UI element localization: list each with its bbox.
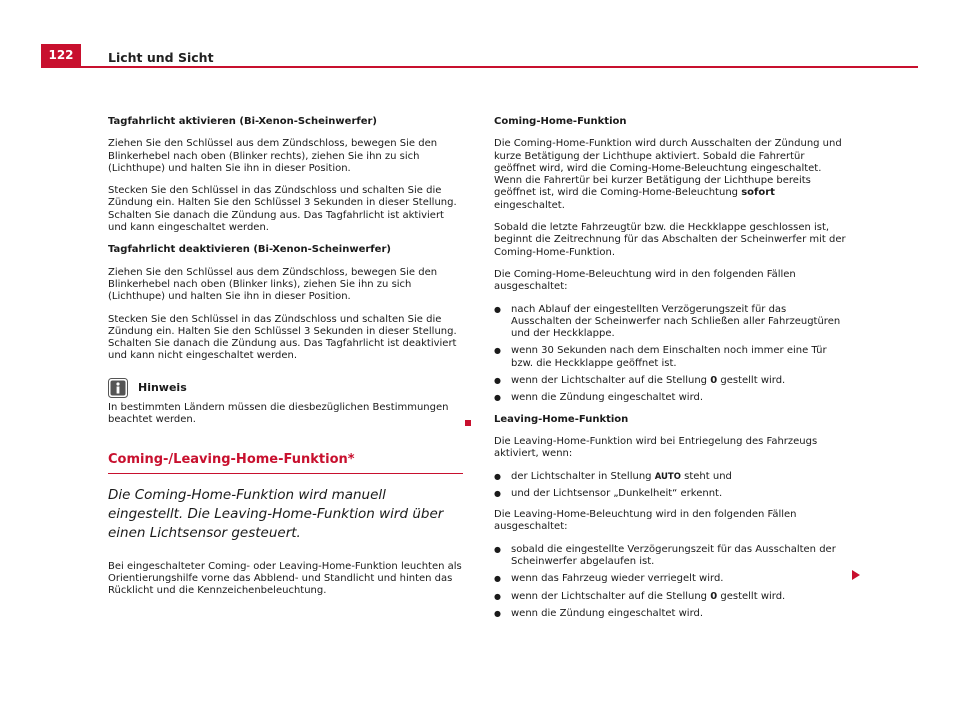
hint-header: [108, 378, 463, 398]
list-item: ● nach Ablauf der eingestellten Verzögerungszeit für das Ausschalten der Scheinwerfer nach Schließen aller Fahrzeugtüren und der Heckklappe.: [494, 304, 849, 341]
list-item-text: gestellt wird.: [720, 375, 786, 387]
list-item: ● wenn die Zündung eingeschaltet wird.: [494, 392, 849, 404]
switch-position-symbol: 0: [710, 590, 718, 602]
list-item-text: wenn der Lichtschalter auf die Stellung: [511, 375, 708, 387]
list-item: [494, 591, 849, 603]
switch-position-symbol: 0: [710, 375, 718, 387]
coming-home-off-list: [494, 304, 849, 405]
right-column: [494, 116, 849, 629]
page-number-box: [41, 44, 81, 66]
switch-position-symbol: AUTO: [654, 471, 681, 482]
list-item-text: gestellt wird.: [720, 590, 786, 602]
paragraph: [494, 138, 849, 212]
list-item-text: steht und: [684, 470, 732, 482]
list-item: [494, 471, 849, 483]
heading-drl-deactivate: Tagfahrlicht deaktivieren (Bi-Xenon-Scheinwerfer): [108, 244, 391, 256]
heading-leaving-home: Leaving-Home-Funktion: [494, 413, 629, 425]
list-item: ● wenn das Fahrzeug wieder verriegelt wird.: [494, 573, 849, 585]
paragraph: Ziehen Sie den Schlüssel aus dem Zündschloss, bewegen Sie den Blinkerhebel nach oben (Blinker links), ziehen Sie ihn zu sich (Lichthupe) und halten Sie ihn in dieser Position.: [108, 266, 438, 303]
list-item: ● wenn 30 Sekunden nach dem Einschalten noch immer eine Tür bzw. die Heckklappe geöffnet ist.: [494, 345, 849, 370]
list-item: ● sobald die eingestellte Verzögerungszeit für das Ausschalten der Scheinwerfer abgelaufen ist.: [494, 544, 849, 569]
header-rule: [41, 66, 918, 68]
page-number: 122: [48, 48, 74, 62]
emphasis-text: sofort: [741, 187, 775, 199]
paragraph-text: eingeschaltet.: [494, 199, 565, 211]
paragraph: Ziehen Sie den Schlüssel aus dem Zündschloss, bewegen Sie den Blinkerhebel nach oben (Blinker rechts), ziehen Sie ihn zu sich (Lichthupe) und halten Sie ihn in dieser Position.: [108, 138, 438, 174]
leaving-home-conditions-list: [494, 471, 849, 501]
continue-arrow-icon: [852, 570, 860, 580]
paragraph: Die Leaving-Home-Funktion wird bei Entriegelung des Fahrzeugs aktiviert, wenn:: [494, 435, 818, 460]
left-column: [108, 116, 463, 608]
info-icon: [108, 378, 128, 398]
chapter-title: Licht und Sicht: [108, 50, 214, 65]
list-item-text: wenn der Lichtschalter auf die Stellung: [511, 590, 708, 602]
heading-drl-activate: Tagfahrlicht aktivieren (Bi-Xenon-Scheinwerfer): [108, 116, 378, 127]
hint-body: [108, 402, 463, 427]
list-item-text: der Lichtschalter in Stellung: [511, 470, 652, 482]
list-item: ● wenn die Zündung eingeschaltet wird.: [494, 608, 849, 620]
section-lead: Die Coming-Home-Funktion wird manuell eingestellt. Die Leaving-Home-Funktion wird über einen Lichtsensor gesteuert.: [108, 486, 444, 541]
list-item: [494, 375, 849, 387]
paragraph: Bei eingeschalteter Coming- oder Leaving-Home-Funktion leuchten als Orientierungshilfe vorne das Abblend- und Standlicht und hinten das Rücklicht und die Kennzeichenbeleuchtung.: [108, 560, 462, 597]
paragraph: Die Leaving-Home-Beleuchtung wird in den folgenden Fällen ausgeschaltet:: [494, 509, 797, 533]
paragraph: Stecken Sie den Schlüssel in das Zündschloss und schalten Sie die Zündung ein. Halten Sie den Schlüssel 3 Sekunden in dieser Stellung. Schalten Sie danach die Zündung aus. Das Tagfahrlicht ist aktiviert und kann eingeschaltet werden.: [108, 185, 457, 234]
paragraph: Stecken Sie den Schlüssel in das Zündschloss und schalten Sie die Zündung ein. Halten Sie den Schlüssel 3 Sekunden in dieser Stellung. Schalten Sie danach die Zündung aus. Das Tagfahrlicht ist deaktiviert und kann nicht eingeschaltet werden.: [108, 313, 457, 362]
hint-text: In bestimmten Ländern müssen die diesbezüglichen Bestimmungen beachtet werden.: [108, 401, 449, 426]
heading-coming-home: Coming-Home-Funktion: [494, 116, 627, 127]
paragraph: Die Coming-Home-Beleuchtung wird in den folgenden Fällen ausgeschaltet:: [494, 268, 796, 293]
leaving-home-off-list: [494, 544, 849, 620]
section-rule: [108, 473, 463, 474]
hint-title: Hinweis: [138, 380, 187, 394]
section-title: Coming-/Leaving-Home-Funktion*: [108, 452, 355, 468]
end-of-section-mark: [465, 420, 471, 426]
list-item: ● und der Lichtsensor „Dunkelheit“ erkennt.: [494, 488, 849, 500]
paragraph-text: Die Coming-Home-Funktion wird durch Ausschalten der Zündung und kurze Betätigung der Lichthupe aktiviert. Sobald die Fahrertür geöffnet wird, wird die Coming-Home-Beleuchtung eingeschaltet. Wenn die Fahrertür bei kurzer Betätigung der Lichthupe bereits geöffnet ist, wird die Coming-Home-Beleuchtung: [494, 138, 842, 199]
paragraph: Sobald die letzte Fahrzeugtür bzw. die Heckklappe geschlossen ist, beginnt die Zeitrechnung für das Abschalten der Scheinwerfer mit der Coming-Home-Funktion.: [494, 222, 846, 258]
